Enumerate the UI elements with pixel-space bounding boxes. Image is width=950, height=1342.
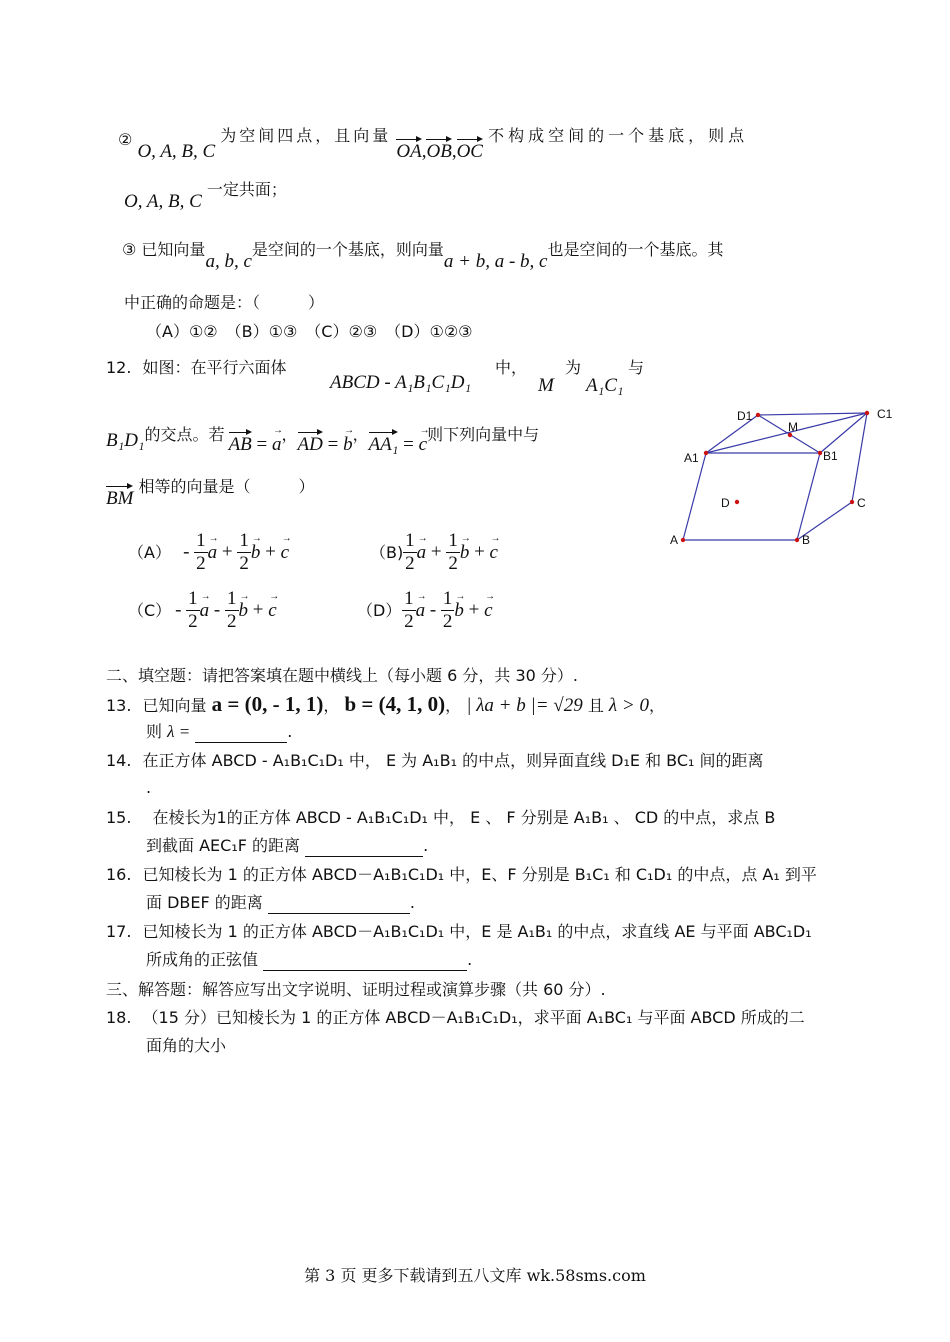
text: 到截面 AEC₁F 的距离 [146, 836, 301, 855]
vector-ob: OB [426, 141, 452, 162]
q12-line1 [106, 358, 287, 378]
text: 在正方体 ABCD - A₁B₁C₁D₁ 中， E 为 A₁B₁ 的中点，则异面直线 D₁E 和 BC₁ 间的距离 [142, 751, 764, 770]
text: . [287, 722, 293, 741]
text: ③ 已知向量 [122, 240, 206, 259]
q12-option-c: （C） - $\frac{1}{2}$ → a - $\frac{1}{2}$ → b + → c [128, 588, 277, 633]
label-c: C [857, 496, 866, 510]
text: . [423, 836, 429, 855]
option-label: （C） [128, 600, 172, 620]
text: 也是空间的一个基底。其 [547, 240, 724, 259]
text: 的交点。若 [144, 425, 225, 444]
vector-ab: AB [228, 434, 252, 455]
question-number: 18. [106, 1008, 132, 1027]
fraction-denominator: 2 [196, 553, 206, 574]
q12-option-a: （A） - $\frac{1}{2}$ → a + $\frac{1}{2}$ → b + → c [128, 530, 289, 575]
figure-edges [683, 413, 867, 540]
vector-bm: BM [106, 488, 134, 509]
q14-line2: . [146, 778, 152, 797]
page-footer: 第 3 页 更多下载请到五八文库 wk.58sms.com [304, 1266, 646, 1285]
q15-line2 [146, 836, 428, 857]
text: 且 [587, 696, 604, 715]
math-points: O, A, B, C [124, 191, 202, 212]
question-number: 15. [106, 808, 132, 827]
vector-ad: AD [297, 434, 323, 455]
q11-options: （A）①② （B）①③ （C）②③ （D）①②③ [146, 322, 473, 341]
figure-labels [670, 407, 893, 547]
option-label: （A） [128, 542, 171, 562]
label-a1: A1 [684, 451, 699, 465]
text: 已知棱长为 1 的正方体 ABCD－A₁B₁C₁D₁ 中，E、F 分别是 B₁C₁ 和 C₁D₁ 的中点，点 A₁ 到平 [142, 865, 817, 884]
math-combination: a + b, a - b, c [443, 251, 548, 272]
text: 所成角的正弦值 [146, 950, 259, 969]
eq-ab: AB = → a [229, 435, 282, 454]
q12-line3 [106, 477, 315, 509]
label-d1: D1 [737, 409, 753, 423]
q14-line1 [106, 751, 764, 771]
q18-line1 [106, 1008, 805, 1028]
vector-a: → a [272, 435, 282, 455]
q17-line1 [106, 922, 812, 942]
answer-blank[interactable] [268, 893, 410, 914]
text: 则 [146, 722, 163, 741]
text: 是空间的一个基底，则向量 [251, 240, 444, 259]
vectors-oa-ob-oc: OA,OB,OC [396, 141, 483, 162]
text: 为空间四点，且向量 [220, 126, 392, 145]
label-b: B [802, 533, 811, 547]
eq-aa1: AA₁ = → c [369, 435, 427, 454]
text: 不构成空间的一个基底，则点 [488, 126, 749, 145]
lambda-condition: λ > 0 [608, 695, 649, 716]
question-number: 12. [106, 358, 132, 377]
q16-line1 [106, 865, 817, 885]
answer-blank[interactable] [195, 722, 287, 743]
text: 已知向量 [142, 696, 207, 715]
text: 面 DBEF 的距离 [146, 893, 263, 912]
segment-b1d1: B₁D₁ [106, 430, 145, 451]
q12-line2: B₁D₁的交点。若 AB = → a，AD = → b，AA₁ = → c则下列向量中与 [106, 425, 539, 445]
text: 一定共面； [206, 180, 287, 199]
q13-line1: 13. 已知向量 a = (0, - 1, 1)， b = (4, 1, 0)， | λa + b |= √29 且 λ > 0， [106, 692, 665, 716]
question-number: 17. [106, 922, 132, 941]
vector-b-def: b = (4, 1, 0) [344, 692, 446, 716]
parallelepiped-figure [668, 405, 908, 555]
question-number: 13. [106, 696, 132, 715]
q11-item3 [122, 240, 724, 272]
figure-points [681, 411, 869, 542]
segment-a1c1: A₁C₁ [586, 375, 624, 396]
section-2-heading: 二、填空题：请把答案填在题中横线上（每小题 6 分，共 30 分）. [106, 666, 578, 685]
label-a: A [670, 533, 679, 547]
q13-line2 [146, 722, 292, 743]
text: 为 [565, 358, 582, 377]
vector-c: → c [419, 435, 427, 455]
lambda: λ = [167, 722, 191, 741]
math-abc: a, b, c [205, 251, 252, 272]
text: 中， [495, 358, 528, 377]
math-points: O, A, B, C [137, 141, 216, 162]
section-3-heading: 三、解答题：解答应写出文字说明、证明过程或演算步骤（共 60 分）. [106, 980, 606, 999]
text: . [467, 950, 473, 969]
question-number: 14. [106, 751, 132, 770]
option-label: （D） [357, 600, 402, 620]
answer-blank[interactable] [263, 950, 467, 971]
fraction-numerator: 1 [196, 530, 206, 551]
q12-option-b: （B) $\frac{1}{2}$ → a + $\frac{1}{2}$ → b + → c [370, 530, 498, 575]
label-b1: B1 [823, 449, 838, 463]
q11-item2-line2 [124, 180, 287, 212]
text: 已知棱长为 1 的正方体 ABCD－A₁B₁C₁D₁ 中，E 是 A₁B₁ 的中点，求直线 AE 与平面 ABC₁D₁ [142, 922, 812, 941]
label-c1: C1 [877, 407, 893, 421]
text: ， [323, 696, 340, 715]
vector-aa1: AA₁ [368, 434, 399, 455]
circled-2: ② [118, 130, 133, 149]
option-label: （B) [370, 542, 404, 562]
q15-line1 [106, 808, 775, 828]
q11-item2-line1 [118, 126, 749, 162]
vector-oa: OA [396, 141, 422, 162]
q12-solid: ABCD - A₁B₁C₁D₁ [330, 372, 472, 393]
q11-question-tail: 中正确的命题是：（ ） [124, 293, 325, 312]
label-m: M [788, 420, 798, 434]
text: 则下列向量中与 [427, 425, 540, 444]
text: . [409, 893, 415, 912]
question-number: 16. [106, 865, 132, 884]
text: 相等的向量是（ ） [138, 477, 315, 496]
answer-blank[interactable] [305, 836, 423, 857]
label-d: D [721, 496, 730, 510]
eq-ad: AD = → b [298, 435, 353, 454]
vector-oc: OC [456, 141, 483, 162]
text: 在棱长为1的正方体 ABCD - A₁B₁C₁D₁ 中， E 、 F 分别是 A₁B₁ 、 CD 的中点，求点 B [152, 808, 776, 827]
text: （15 分）已知棱长为 1 的正方体 ABCD－A₁B₁C₁D₁，求平面 A₁BC₁ 与平面 ABCD 所成的二 [142, 1008, 805, 1027]
point-m: M [538, 375, 554, 396]
q18-line2: 面角的大小 [146, 1036, 227, 1055]
vector-a-def: a = (0, - 1, 1) [211, 692, 324, 716]
text: 如图：在平行六面体 [142, 358, 287, 377]
text: 与 [628, 358, 645, 377]
vector-b: → b [343, 435, 353, 455]
text: ， [445, 696, 462, 715]
q17-line2 [146, 950, 472, 971]
q16-line2 [146, 893, 415, 914]
norm-condition: | λa + b |= √29 [466, 695, 583, 716]
q12-option-d: （D） $\frac{1}{2}$ → a - $\frac{1}{2}$ → b + → c [357, 588, 493, 633]
